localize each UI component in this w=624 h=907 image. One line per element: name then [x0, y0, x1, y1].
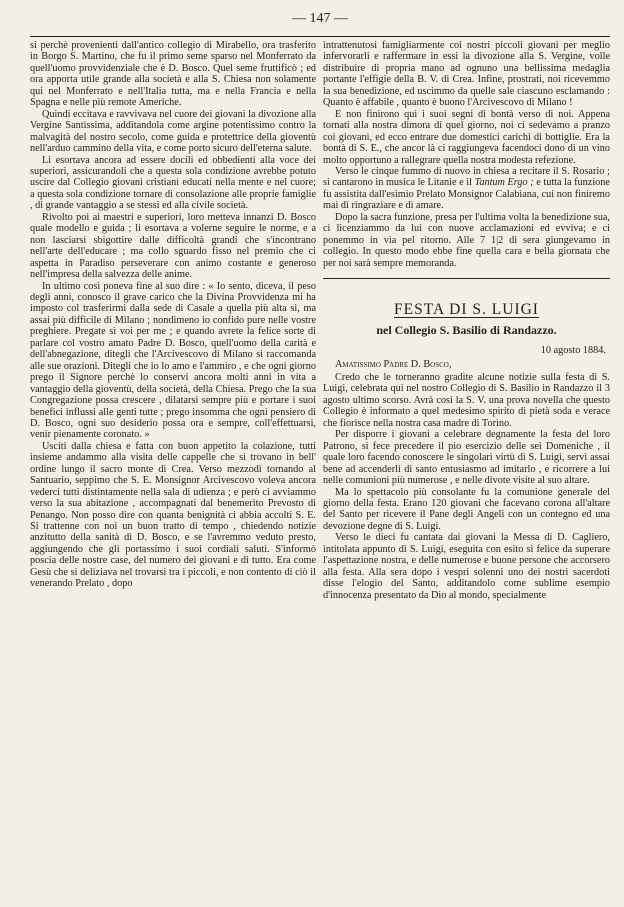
paragraph: Usciti dalla chiesa e fatta con buon appetito la colazione, tutti insieme andammo alla visita delle cappelle che si trovano in bell' ordine lungo il sacro monte di Crea. Verso mezzodì tornando al Santuario, seppimo che S. E. Monsignor Arcivescovo voleva ancora vederci tutti distintamente nella sala di udienza ; e però ci avviammo verso la sua abitazione , accompagnati dal benemerito Prevosto di Penango. Non posso dire con quanta benignità ci abbia accolti S. E. Si trattenne con noi un buon tratto di tempo , chiedendo notizie anzitutto della sanità di D. Bosco, e se l'avremmo veduto presto, aggiungendo che gli portassimo i suoi cordiali saluti. S'informò poscia delle nostre case, del numero dei giovani e di tutto. Era come Gesù che si deliziava nel trovarsi tra i piccoli, e non contento di ciò il venerando Prelato , dopo: [30, 440, 316, 590]
section-title: FESTA DI S. LUIGI: [394, 301, 539, 319]
letter-salutation: Amatissimo Padre D. Bosco,: [335, 358, 452, 370]
paragraph: E non finirono qui i suoi segni di bontà verso di noi. Appena tornati alla nostra dimora di quel giorno, noi ci sedevamo a pranzo coi giovani, ed ecco entrare due domestici carichi di bottiglie. Era la bontà di S. E., che ancor là ci raggiungeva facendoci dono di un vino molto opportuno a rallegrare quella nostra modesta refezione.: [323, 108, 610, 166]
left-column: [30, 40, 316, 590]
right-column: [323, 40, 610, 601]
header-rule: [30, 36, 610, 37]
text-run: e tutta la funzione fu assistita dall'esimio Prelato Monsignor Calabiana, cui non finiremo mai di ringraziare e di amare.: [323, 177, 610, 212]
italic-text: Tantum Ergo ;: [474, 177, 534, 189]
paragraph: In ultimo così poneva fine al suo dire : « Io sento, diceva, il peso degli anni, conosco il grave carico che la Divina Provvidenza mi ha imposto col trasferirmi dalla sede di Casale a quella più alta si, ma assai più difficile di Milano ; nondimeno io confido pure nelle vostre preghiere. Pregate sì voi per me ; e quando avrete la felice sorte di parlare col vostro amato Padre D. Bosco, quell'uomo della carità e dell'abnegazione, ditegli che l'Arcivescovo di Milano si raccomanda alle sue orazioni. Ditegli che io lo amo e l'ammiro , e che ogni giorno prego il Signore perchè lo conservi ancora molti anni in vita a vantaggio della gioventù, della società, della Chiesa. Prego che la sua Congregazione possa crescere , dilatarsi sempre più e portare i suoi benefici influssi alle genti tutte ; prego insomma che ogni pensiero di D. Bosco, ogni suo desiderio possa ora e sempre, coll'effettuarsi, venir pienamente coronato. »: [30, 280, 316, 441]
page-number: — 147 —: [292, 11, 348, 26]
paragraph: intrattenutosi famigliarmente coi nostri piccoli giovani per meglio infervorarli e raffermare in essi la divozione alla S. Vergine, volle distribuire di propria mano ad ognuno una bellissima medaglia portante l'effigie della B. V. di Crea. Infine, prostrati, noi ricevemmo la sua benedizione, ed uscimmo da quelle sale ciascuno esclamando : Quanto è affabile , quanto è buono l'Arcivescovo di Milano !: [323, 40, 610, 109]
paragraph: Rivolto poi ai maestri e superiori, loro metteva innanzi D. Bosco quale modello e guida ; li esortava a volerne seguire le norme, e a non lasciarsi sbigottire dalle difficoltà grandi che s'incontrano nell'arte dell'educare ; ma collo sguardo fisso nel premio che ci aspetta in Paradiso perseverare con animo costante e generoso nell'impresa della salvezza delle anime.: [30, 211, 316, 281]
letter-date: 10 agosto 1884.: [540, 345, 606, 357]
section-subtitle: nel Collegio S. Basilio di Randazzo.: [376, 323, 557, 338]
text-run: Verso le cinque fummo di nuovo in chiesa a recitare il S. Rosario ; si cantarono in musica le Litanie e il: [323, 165, 610, 189]
section-separator: [323, 278, 610, 279]
paragraph: si perchè provenienti dall'antico collegio di Mirabello, ora trasferito in Borgo S. Martino, che fu il primo seme sparso nel Monferrato da quell'uomo provvidenziale che è D. Bosco. Quel seme fruttificò ; ed ora apporta utile grande alla società e alla S. Chiesa non solamente qui nel Monferrato e nell'Italia tutta, ma e nella Francia e nella Spagna e nelle più remote Americhe.: [30, 40, 316, 109]
paragraph: Credo che le torneranno gradite alcune notizie sulla festa di S. Luigi, celebrata qui nel nostro Collegio di S. Basilio in Randazzo il 3 agosto ultimo scorso. Avrà così la S. V. una prova novella che questo Collegio è informato a quel medesimo spirito di pietà soda e verace che fiorisce nella nostra casa madre di Torino.: [323, 371, 610, 429]
paragraph: Verso le dieci fu cantata dai giovani la Messa di D. Cagliero, intitolata appunto di S. Luigi, eseguita con esito sì felice da superare l'aspettazione nostra, e delle numerose e buone persone che accorsero alla festa. Alla sera dopo i vespri solenni uno dei nostri sacerdoti disse l'elogio del Santo, additandolo come sublime esempio d'innocenza presentato da Dio al mondo, specialmente: [323, 532, 610, 601]
paragraph: Quindi eccitava e ravvivava nel cuore dei giovani la divozione alla Vergine Santissima, additandola come argine potentissimo contro la malvagità del nostro secolo, come guida e protettrice della gioventù nell'arduo cammino della vita, e come porto sicuro dell'eterna salute.: [30, 108, 316, 155]
paragraph: Per disporre i giovani a celebrare degnamente la festa del loro Patrono, si fece precedere il pio esercizio delle sei Domeniche , il quale loro facendo conoscere le singolari virtù di S. Luigi, servì assai bene ad accenderli di santo entusiasmo ad imitarlo , e ricorrere a lui nelle comunioni più numerose , e nelle divote visite al suo altare.: [323, 429, 610, 487]
paragraph: Ma lo spettacolo più consolante fu la comunione generale del giorno della festa. Erano 120 giovani che facevano corona all'altare del Santo per ricevere il Pane degli Angeli con un contegno ed una devozione degne di S. Luigi.: [323, 486, 610, 532]
paragraph: Dopo la sacra funzione, presa per l'ultima volta la benedizione sua, ci licenziammo da lui con nuove acclamazioni ed evviva; e ci ponemmo in via pel ritorno. Alle 7 1|2 di sera giungevamo in collegio. In questo modo ebbe fine quella cara e bella giornata che per noi sarà sempre memoranda.: [323, 211, 610, 269]
paragraph: Li esortava ancora ad essere docili ed obbedienti alla voce dei superiori, assicurandoli che a questa sola condizione avrebbe potuto uscire dal Collegio giovani cristiani educati nella mente e nel cuore; a questa sola condizione tornare di consolazione alle proprie famiglie , di grande vantaggio a se stessi ed alla civile società.: [30, 154, 316, 212]
paragraph: [323, 166, 610, 212]
